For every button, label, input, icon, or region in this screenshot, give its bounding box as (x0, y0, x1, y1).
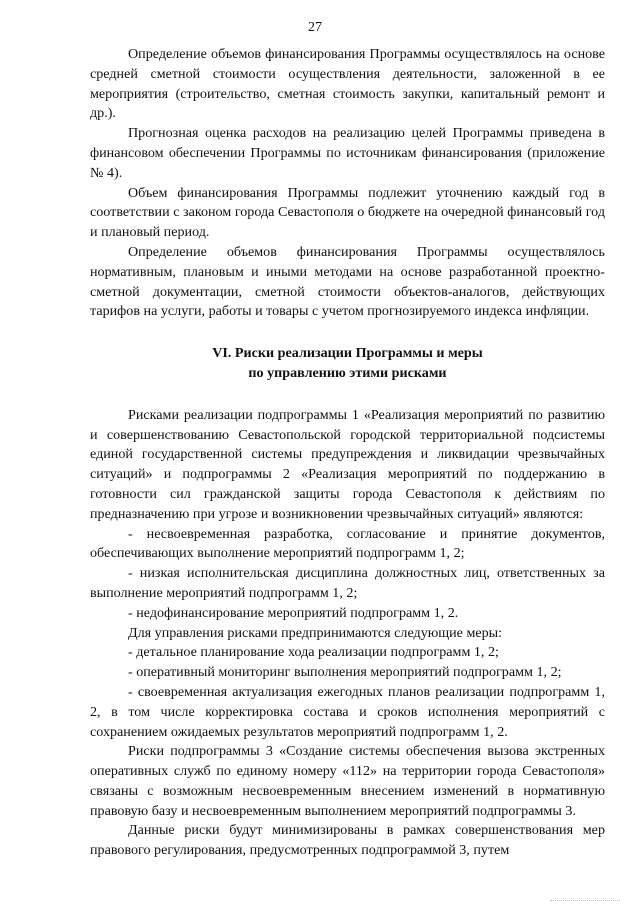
paragraph: Риски подпрограммы 3 «Создание системы обеспечения вызова экстренных оперативных служб по единому номеру «112» на территории города Севастополя» связаны с возможным несвоевременным внесением изменений в нормативную правовую базу и несвоевременным выполнением мероприятий подпрограммы 3. (90, 743, 605, 819)
section-heading (90, 344, 605, 384)
paragraph: Прогнозная оценка расходов на реализацию целей Программы приведена в финансовом обеспечении Программы по источникам финансирования (приложение № 4). (90, 125, 605, 181)
paragraph: Для управления рисками предпринимаются следующие меры: (128, 624, 503, 641)
paragraph: Рисками реализации подпрограммы 1 «Реализация мероприятий по развитию и совершенствованию Севастопольской городской территориальной подсистемы единой государственной системы предупреждения и ликвидации чрезвычайных ситуаций» и подпрограммы 2 «Реализация мероприятий по поддержанию в готовности сил гражданской защиты города Севастополя к действиям по предназначению при угрозе и возникновении чрезвычайных ситуаций» являются: (90, 406, 605, 522)
section-heading-line-1: VI. Риски реализации Программы и меры (212, 345, 483, 362)
list-item: - несвоевременная разработка, согласование и принятие документов, обеспечивающих выполнение мероприятий подпрограмм 1, 2; (90, 525, 605, 562)
paragraph: Объем финансирования Программы подлежит уточнению каждый год в соответствии с законом города Севастополя о бюджете на очередной финансовый год и плановый период. (90, 184, 605, 241)
paragraph: Определение объемов финансирования Программы осуществлялось на основе средней сметной стоимости осуществления деятельности, заложенной в ее мероприятия (строительство, сметная стоимость закупки, капитальный ремонт и др.). (90, 46, 605, 122)
list-item: - оперативный мониторинг выполнения мероприятий подпрограмм 1, 2; (128, 664, 562, 681)
page-number: 27 (308, 20, 322, 35)
scan-edge-mark (550, 898, 620, 901)
document-body (90, 45, 605, 861)
list-item: - своевременная актуализация ежегодных планов реализации подпрограмм 1, 2, в том числе корректировка состава и сроков исполнения мероприятий с сохранением ожидаемых результатов мероприятий подпрограмм 1, 2. (90, 683, 605, 740)
section-heading-line-2: по управлению этими рисками (248, 364, 447, 381)
paragraph: Определение объемов финансирования Программы осуществлялось нормативным, плановым и иными методами на основе разработанной проектно-сметной документации, сметной стоимости объектов-аналогов, действующих тарифов на услуги, работы и товары с учетом прогнозируемого индекса инфляции. (90, 243, 605, 320)
paragraph: Данные риски будут минимизированы в рамках совершенствования мер правового регулирования, предусмотренных подпрограммой 3, путем (90, 822, 605, 859)
list-item: - детальное планирование хода реализации подпрограмм 1, 2; (128, 644, 499, 661)
list-item: - недофинансирование мероприятий подпрограмм 1, 2. (128, 604, 459, 621)
list-item: - низкая исполнительская дисциплина должностных лиц, ответственных за выполнение мероприятий подпрограмм 1, 2; (90, 565, 605, 601)
